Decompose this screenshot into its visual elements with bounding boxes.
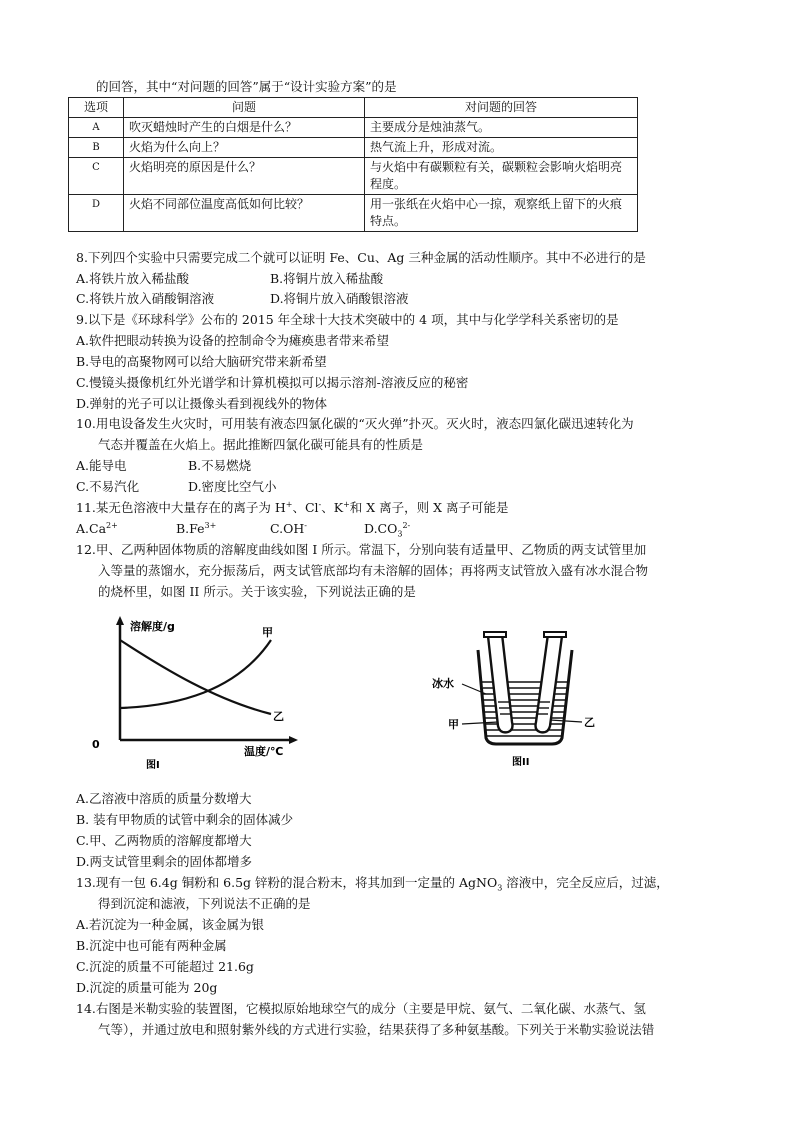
- tube-yi-leader: [550, 720, 582, 722]
- table-cell-option: D: [69, 195, 124, 232]
- q13-option-b: B.沉淀中也可能有两种金属: [76, 938, 227, 953]
- q9-option-b: B.导电的高聚物网可以给大脑研究带来新希望: [76, 354, 327, 369]
- ice-water-label: 冰水: [432, 677, 454, 690]
- q8-stem: 8.下列四个实验中只需要完成二个就可以证明 Fe、Cu、Ag 三种金属的活动性顺序。其中不必进行的是: [76, 250, 646, 265]
- table-row: [69, 195, 638, 232]
- q11-option-c: C.OH-: [270, 520, 307, 536]
- q10-stem-line1: 10.用电设备发生火灾时，可用装有液态四氯化碳的“灭火弹”扑灭。灭火时，液态四氯化碳迅速转化为: [76, 416, 634, 431]
- q11-option-b: $B.Fe^{3+}$: [176, 520, 217, 536]
- q11-stem: 11.某无色溶液中大量存在的离子为 H+、Cl-、K+和 X 离子，则 X 离子可能是: [76, 499, 509, 515]
- origin-label: 0: [92, 738, 100, 751]
- table-row: [69, 158, 638, 195]
- q11-option-a: $A.Ca^{2+}$: [76, 520, 118, 536]
- table-header: 问题: [124, 98, 365, 118]
- figure-2-caption: 图II: [512, 757, 530, 768]
- q10-option-a: A.能导电: [76, 458, 127, 473]
- q13-stem-line2: 得到沉淀和滤液，下列说法不正确的是: [98, 896, 311, 911]
- curve-yi: [120, 640, 271, 714]
- table-header-row: [69, 98, 638, 118]
- table-row: [69, 138, 638, 158]
- table-cell-question: 火焰不同部位温度高低如何比较？: [124, 195, 365, 232]
- q8-option-b: B.将铜片放入稀盐酸: [270, 271, 384, 286]
- table-cell-question: 火焰明亮的原因是什么？: [124, 158, 365, 195]
- tube-yi-label: 乙: [584, 716, 595, 729]
- table-cell-option: B: [69, 138, 124, 158]
- table-header: 选项: [69, 98, 124, 118]
- table-row: [69, 118, 638, 138]
- x-axis-label: 温度/℃: [244, 745, 284, 758]
- tube-jia-label: 甲: [448, 718, 459, 731]
- curve-jia: [120, 640, 271, 708]
- q8-option-c: C.将铁片放入硝酸铜溶液: [76, 291, 215, 306]
- table-cell-answer: 主要成分是烛油蒸气。: [365, 118, 638, 138]
- test-tube-yi-rim: [544, 632, 566, 637]
- test-tube-jia-rim: [484, 632, 506, 637]
- q9-stem: 9.以下是《环球科学》公布的 2015 年全球十大技术突破中的 4 项，其中与化学学科关系密切的是: [76, 312, 619, 327]
- q12-option-c: C.甲、乙两物质的溶解度都增大: [76, 833, 252, 848]
- curve-jia-label: 甲: [262, 626, 273, 639]
- table-cell-question: 吹灭蜡烛时产生的白烟是什么？: [124, 118, 365, 138]
- table-cell-question: 火焰为什么向上？: [124, 138, 365, 158]
- q13-option-c: C.沉淀的质量不可能超过 21.6g: [76, 959, 254, 974]
- table-cell-option: C: [69, 158, 124, 195]
- x-axis-arrow: [289, 736, 298, 744]
- curve-yi-label: 乙: [273, 710, 284, 723]
- figure-2-beaker: [426, 630, 616, 770]
- table-cell-answer: 热气流上升，形成对流。: [365, 138, 638, 158]
- intro-line: 的回答，其中“对问题的回答”属于“设计实验方案”的是: [96, 79, 397, 94]
- table-cell-option: A: [69, 118, 124, 138]
- q13-option-a: A.若沉淀为一种金属，该金属为银: [76, 917, 265, 932]
- table-cell-answer: 与火焰中有碳颗粒有关，碳颗粒会影响火焰明亮程度。: [365, 158, 638, 195]
- q10-option-c: C.不易汽化: [76, 479, 140, 494]
- q10-option-d: D.密度比空气小: [188, 479, 277, 494]
- table-header: 对问题的回答: [365, 98, 638, 118]
- y-axis-arrow: [116, 616, 124, 625]
- y-axis-label: 溶解度/g: [130, 620, 175, 633]
- q12-option-d: D.两支试管里剩余的固体都增多: [76, 854, 253, 869]
- q10-stem-line2: 气态并覆盖在火焰上。据此推断四氯化碳可能具有的性质是: [98, 437, 424, 452]
- question-answer-table: [68, 97, 638, 232]
- q9-option-a: A.软件把眼动转换为设备的控制命令为瘫痪患者带来希望: [76, 333, 390, 348]
- q9-option-c: C.慢镜头摄像机红外光谱学和计算机模拟可以揭示溶剂-溶液反应的秘密: [76, 375, 469, 390]
- q13-option-d: D.沉淀的质量可能为 20g: [76, 980, 218, 995]
- q14-stem-line1: 14.右图是米勒实验的装置图，它模拟原始地球空气的成分（主要是甲烷、氨气、二氧化碳、水蒸气、氢: [76, 1001, 646, 1016]
- figure-1-solubility-curve: [86, 612, 306, 774]
- q8-option-d: D.将铜片放入硝酸银溶液: [270, 291, 409, 306]
- q12-stem-line2: 入等量的蒸馏水，充分振荡后，两支试管底部均有未溶解的固体；再将两支试管放入盛有冰水混合物: [98, 563, 649, 578]
- table-cell-answer: 用一张纸在火焰中心一掠，观察纸上留下的火痕特点。: [365, 195, 638, 232]
- q9-option-d: D.弹射的光子可以让摄像头看到视线外的物体: [76, 396, 328, 411]
- q12-option-b: B. 装有甲物质的试管中剩余的固体减少: [76, 812, 294, 827]
- q11-option-d: $D.CO_3^{2-}$: [364, 520, 411, 539]
- q8-option-a: A.将铁片放入稀盐酸: [76, 271, 190, 286]
- q14-stem-line2: 气等），并通过放电和照射紫外线的方式进行实验，结果获得了多种氨基酸。下列关于米勒实验说法错: [98, 1022, 655, 1037]
- q12-stem-line3: 的烧杯里，如图 II 所示。关于该实验，下列说法正确的是: [98, 584, 416, 599]
- figure-1-caption: 图I: [146, 760, 160, 771]
- q13-stem-line1: 13.现有一包 6.4g 铜粉和 6.5g 锌粉的混合粉末，将其加到一定量的 AgNO$_3$ 溶液中，完全反应后，过滤，: [76, 875, 669, 893]
- q10-option-b: B.不易燃烧: [188, 458, 252, 473]
- q12-stem-line1: 12.甲、乙两种固体物质的溶解度曲线如图 I 所示。常温下，分别向装有适量甲、乙物质的两支试管里加: [76, 542, 647, 557]
- q12-option-a: A.乙溶液中溶质的质量分数增大: [76, 791, 252, 806]
